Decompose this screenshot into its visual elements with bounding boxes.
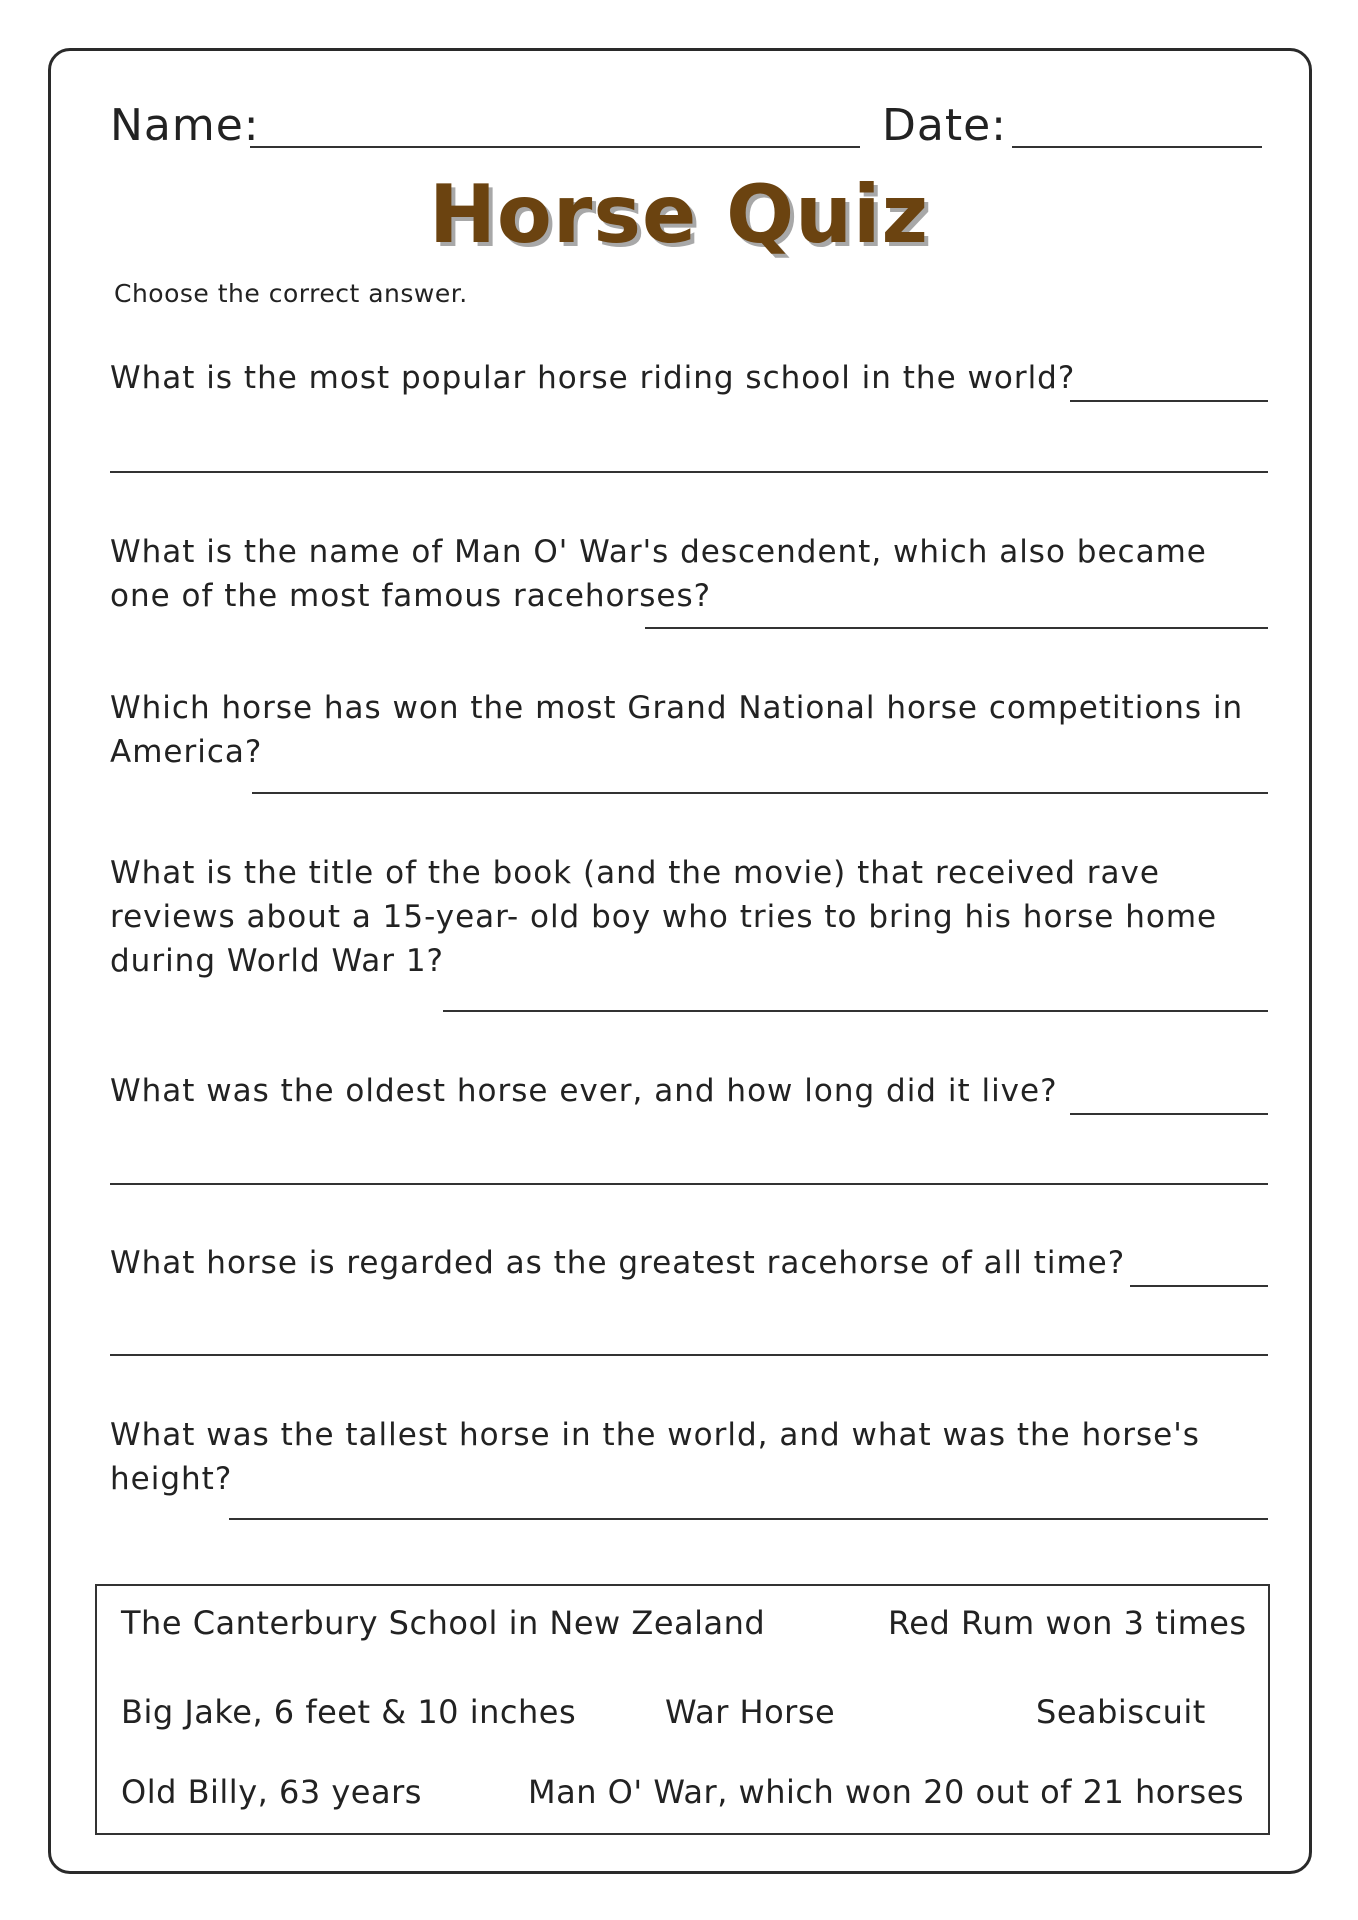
question-3: Which horse has won the most Grand National horse competitions in America? xyxy=(110,690,1244,770)
instructions: Choose the correct answer. xyxy=(114,279,468,308)
page-title: Horse Quiz xyxy=(428,168,930,261)
answer-line-3[interactable] xyxy=(252,792,1268,794)
date-label: Date: xyxy=(882,100,1007,151)
answer-line-6b[interactable] xyxy=(110,1354,1268,1356)
answer-option: Man O' War, which won 20 out of 21 horses xyxy=(528,1773,1245,1811)
date-line[interactable] xyxy=(1012,146,1262,148)
answer-line-5b[interactable] xyxy=(110,1183,1268,1185)
answer-option: The Canterbury School in New Zealand xyxy=(121,1604,766,1642)
question-4: What is the title of the book (and the movie) that received rave reviews about a 15-year- old boy who tries to bring his horse home during World War 1? xyxy=(110,855,1218,979)
answer-option: War Horse xyxy=(665,1693,836,1731)
answer-line-7[interactable] xyxy=(229,1518,1268,1520)
answer-line-4[interactable] xyxy=(443,1010,1268,1012)
question-2: What is the name of Man O' War's descendent, which also became one of the most famous racehorses? xyxy=(110,534,1207,614)
question-1: What is the most popular horse riding school in the world? xyxy=(110,360,1076,396)
question-5: What was the oldest horse ever, and how long did it live? xyxy=(110,1073,1058,1109)
name-line[interactable] xyxy=(250,146,860,148)
answer-line-1a[interactable] xyxy=(1070,400,1268,402)
question-7: What was the tallest horse in the world, and what was the horse's height? xyxy=(110,1417,1200,1497)
name-label: Name: xyxy=(110,100,260,151)
answer-option: Seabiscuit xyxy=(1036,1693,1206,1731)
answer-line-1b[interactable] xyxy=(110,471,1268,473)
answer-option: Old Billy, 63 years xyxy=(121,1773,422,1811)
answer-line-5a[interactable] xyxy=(1070,1113,1268,1115)
answer-option: Big Jake, 6 feet & 10 inches xyxy=(121,1693,577,1731)
answer-option: Red Rum won 3 times xyxy=(888,1604,1247,1642)
question-6: What horse is regarded as the greatest racehorse of all time? xyxy=(110,1245,1126,1281)
answer-line-6a[interactable] xyxy=(1130,1285,1268,1287)
answer-line-2[interactable] xyxy=(645,627,1268,629)
